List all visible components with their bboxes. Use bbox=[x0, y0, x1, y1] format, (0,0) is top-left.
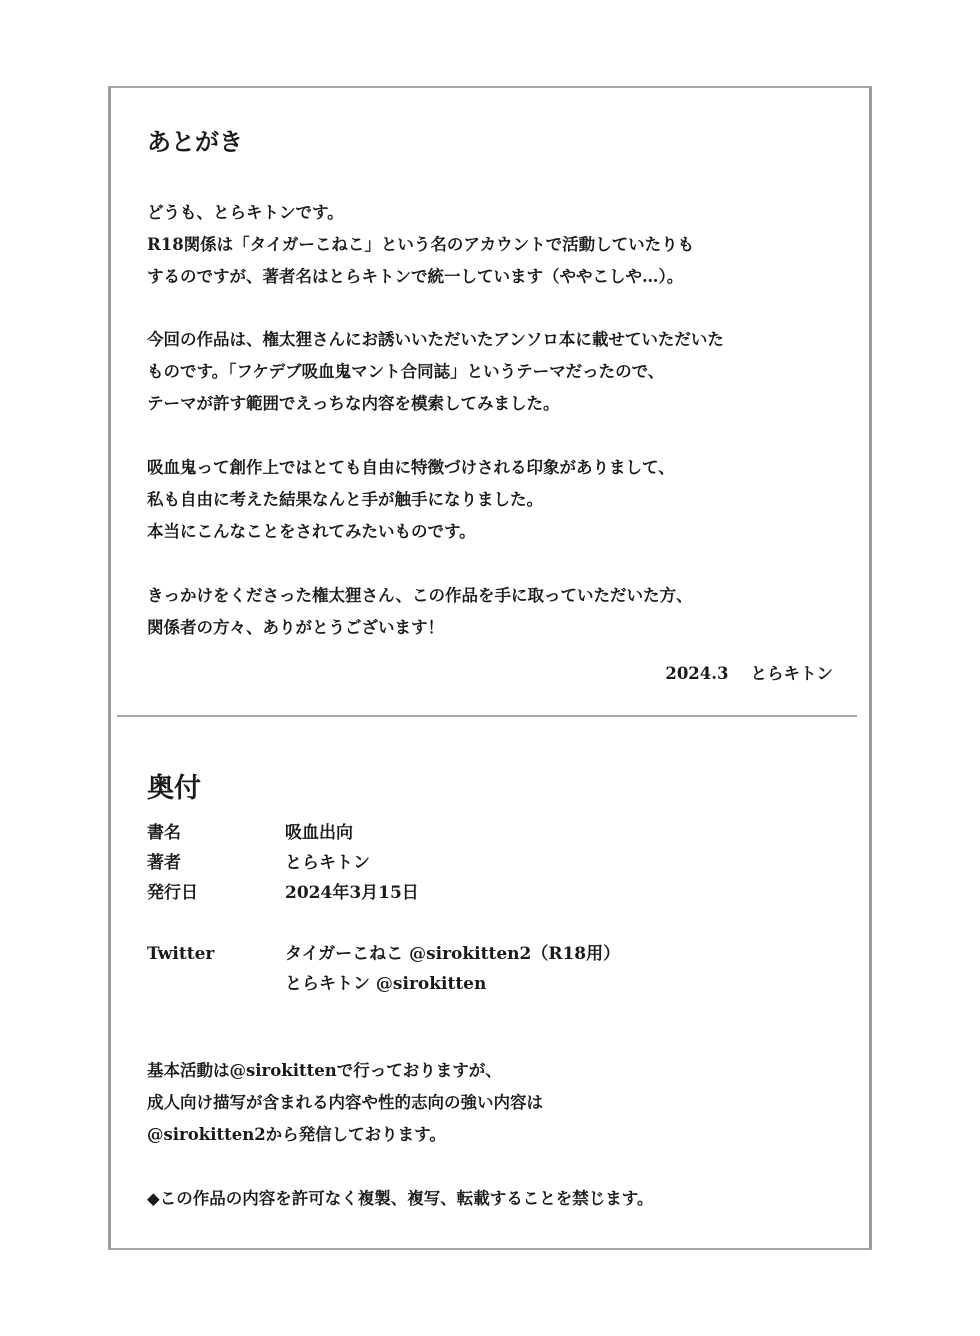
afterword-signature bbox=[665, 660, 833, 684]
paragraph-line: 吸血鬼って創作上ではとても自由に特徴づけされる印象がありまして、 bbox=[147, 458, 675, 477]
paragraph-line: R18関係は「タイガーこねこ」という名のアカウントで活動していたりも bbox=[147, 235, 695, 254]
afterword-paragraph-1 bbox=[147, 197, 694, 293]
date-label: 発行日 bbox=[147, 883, 198, 903]
title-label: 書名 bbox=[147, 823, 181, 843]
activity-note bbox=[147, 1055, 543, 1151]
title-value: 吸血出向 bbox=[285, 823, 353, 843]
afterword-paragraph-2 bbox=[147, 324, 724, 420]
twitter-value-2: とらキトン @sirokitten bbox=[285, 974, 487, 994]
section-divider bbox=[117, 715, 857, 717]
paragraph-line: どうも、とらキトンです。 bbox=[147, 203, 344, 222]
afterword-paragraph-4 bbox=[147, 580, 693, 644]
paragraph-line: するのですが、著者名はとらキトンで統一しています（ややこしや…）。 bbox=[147, 267, 684, 286]
author-value: とらキトン bbox=[285, 853, 370, 873]
notice-line: ◆この作品の内容を許可なく複製、複写、転載することを禁じます。 bbox=[147, 1189, 654, 1208]
afterword-heading: あとがき bbox=[147, 127, 243, 156]
colophon-row-author bbox=[147, 848, 847, 878]
paragraph-line: きっかけをくださった権太狸さん、この作品を手に取っていただいた方、 bbox=[147, 586, 693, 605]
copyright-notice bbox=[147, 1183, 653, 1215]
paragraph-line: 今回の作品は、権太狸さんにお誘いいただいたアンソロ本に載せていただいた bbox=[147, 330, 724, 349]
paragraph-line: 関係者の方々、ありがとうございます！ bbox=[147, 618, 444, 637]
paragraph-line: テーマが許す範囲でえっちな内容を模索してみました。 bbox=[147, 394, 560, 413]
paragraph-line: 本当にこんなことをされてみたいものです。 bbox=[147, 522, 476, 541]
colophon-row-title bbox=[147, 818, 847, 848]
paragraph-line: ものです。「フケデブ吸血鬼マント合同誌」というテーマだったので、 bbox=[147, 362, 665, 381]
signature-date: 2024.3 bbox=[665, 664, 729, 683]
note-line: 成人向け描写が含まれる内容や性的志向の強い内容は bbox=[147, 1093, 543, 1112]
colophon-heading: 奥付 bbox=[147, 773, 201, 804]
note-line: 基本活動は@sirokittenで行っておりますが、 bbox=[147, 1061, 502, 1080]
twitter-label: Twitter bbox=[147, 944, 215, 964]
author-label: 著者 bbox=[147, 853, 181, 873]
colophon-row-twitter bbox=[147, 939, 847, 969]
note-line: @sirokitten2から発信しております。 bbox=[147, 1125, 446, 1144]
paragraph-line: 私も自由に考えた結果なんと手が触手になりました。 bbox=[147, 490, 543, 509]
colophon-row-date bbox=[147, 878, 847, 908]
twitter-value-1: タイガーこねこ @sirokitten2（R18用） bbox=[285, 944, 621, 964]
colophon-row-twitter-2 bbox=[147, 969, 847, 999]
signature-name: とらキトン bbox=[750, 664, 833, 683]
date-value: 2024年3月15日 bbox=[285, 883, 419, 903]
afterword-paragraph-3 bbox=[147, 452, 675, 548]
